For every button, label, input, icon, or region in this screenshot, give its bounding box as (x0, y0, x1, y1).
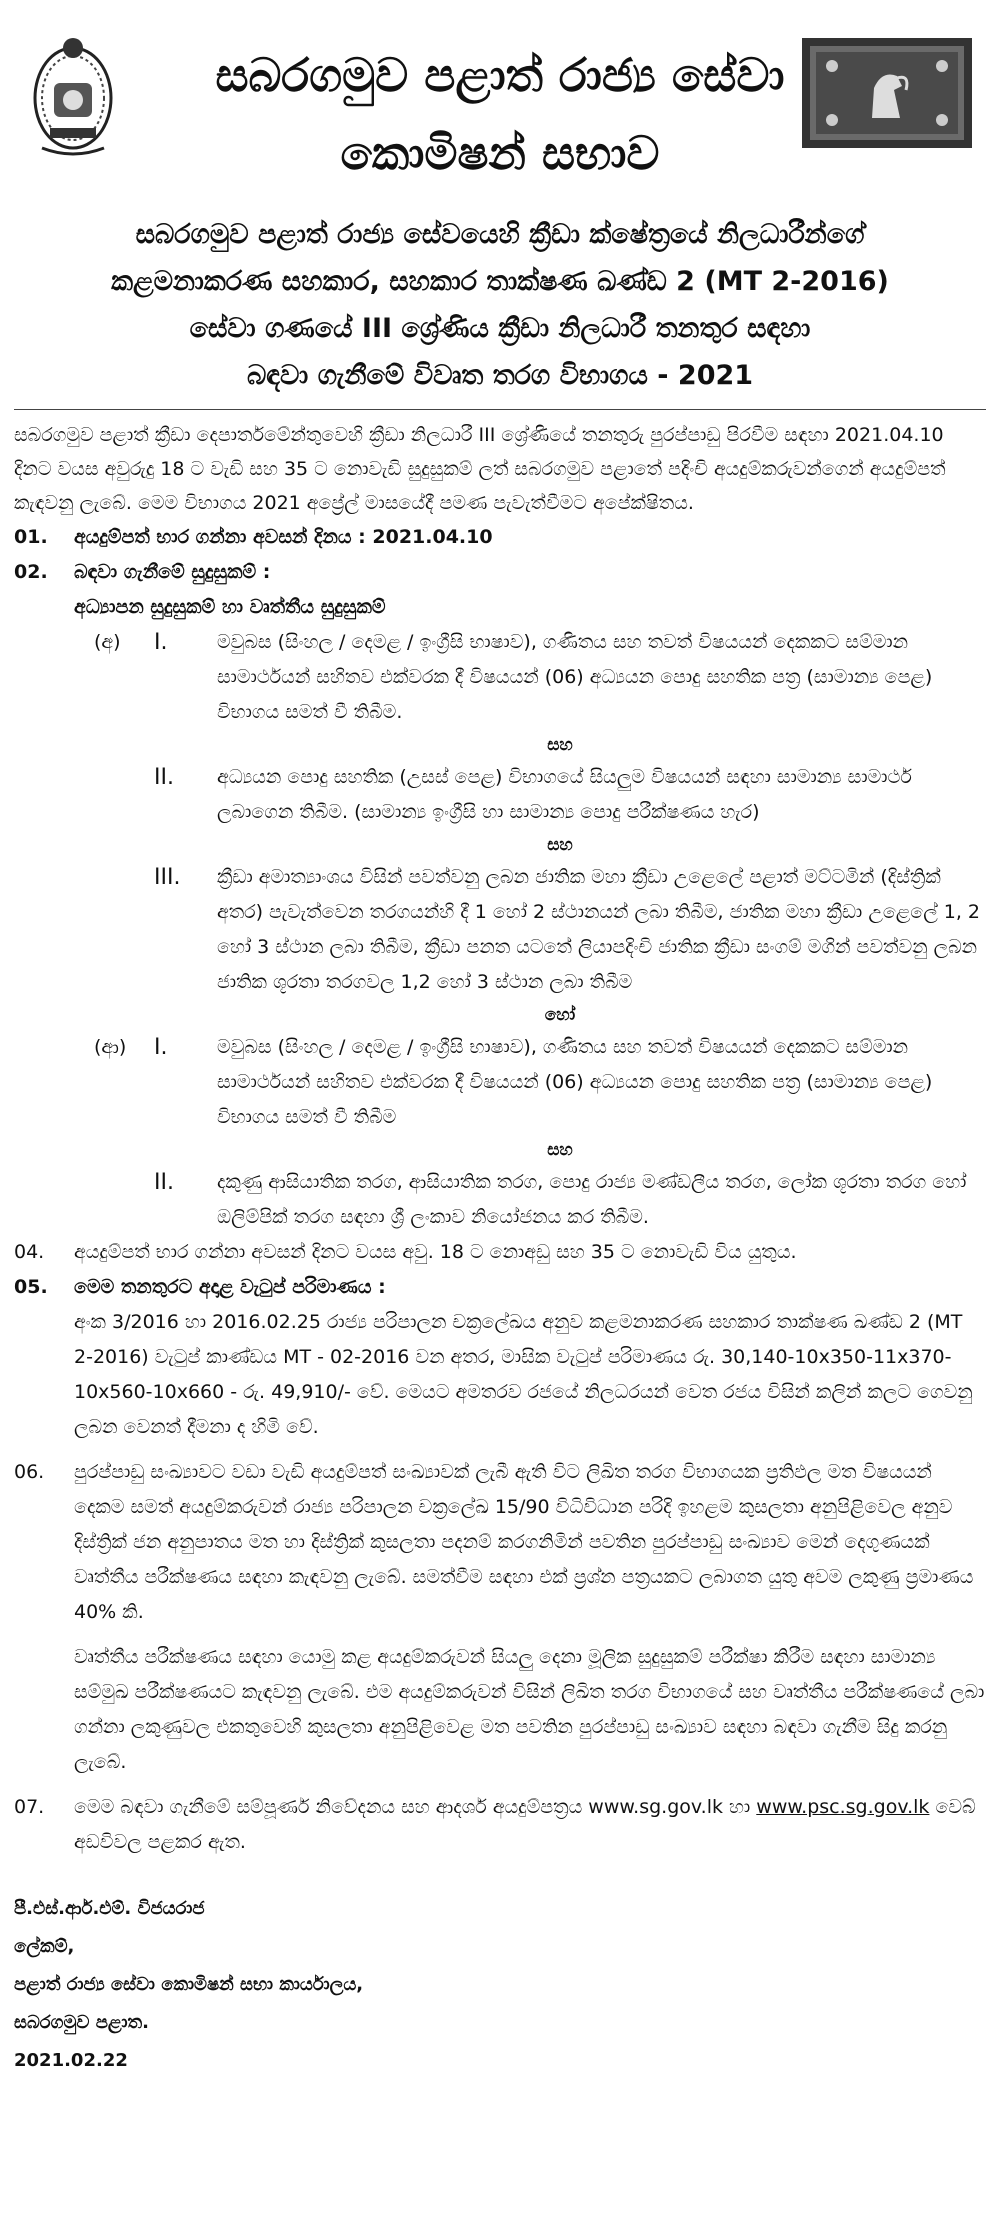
organization-name-line2: කොමිෂන් සභාව (340, 126, 660, 180)
website-notice-text: හා (722, 1796, 751, 1818)
roman-number: II. (154, 765, 174, 790)
section-number: 01. (14, 526, 48, 548)
conjunction: සහ (547, 735, 573, 755)
group-label: (ආ) (94, 1036, 127, 1058)
roman-number: I. (154, 1035, 168, 1060)
qualification-a-1 (94, 625, 986, 730)
website-notice (74, 1790, 986, 1860)
conjunction: හෝ (544, 1005, 576, 1025)
section-05 (14, 1270, 986, 1445)
roman-number: III. (154, 865, 181, 890)
section-06 (14, 1455, 986, 1780)
qualification-text: මවුබස (සිංහල / දෙමළ / ඉංග්‍රීසි භාෂාව), ගණිතය සහ තවත් විෂයයන් දෙකකට සම්මාන සාමාර්ථයන් සහිතව එක්වරක දී විෂයයන් (06) අධ්‍යයන පොදු සහතික පත්‍ර (සාමාන්‍ය පෙළ) විභාගය සමත් වී තිබීම. (217, 631, 933, 723)
website-link-psc[interactable]: www.psc.sg.gov.lk (756, 1796, 930, 1818)
age-limit: අයදුම්පත් භාර ගන්නා අවසන් දිනට වයස අවු. 18 ට නොඅඩු සහ 35 ට නොවැඩි විය යුතුය. (74, 1241, 797, 1263)
roman-number: I. (154, 630, 168, 655)
divider (14, 409, 986, 410)
signatory-role: ලේකම්, (14, 1936, 75, 1957)
title-line1: සබරගමුව පළාත් රාජ්‍ය සේවයෙහි ක්‍රීඩා ක්ෂේත්‍රයේ නිලධාරීන්ගේ (135, 219, 865, 250)
qualification-a-3 (94, 860, 986, 1000)
title-line4: බඳවා ගැනීමේ විවෘත තරග විභාගය - 2021 (246, 360, 754, 391)
section-01 (14, 520, 986, 555)
website-notice-text: වෙබ් අඩවිවල පළකර ඇත. (74, 1796, 976, 1853)
section-02 (14, 555, 986, 590)
qualification-subheading: අධ්‍යාපන සුදුසුකම් හා වෘත්තීය සුදුසුකම් (74, 596, 386, 618)
qualification-b-1 (94, 1030, 986, 1135)
website-link-sg[interactable]: www.sg.gov.lk (588, 1796, 723, 1818)
section-number: 06. (14, 1461, 45, 1483)
signatory-office: පළාත් රාජ්‍ය සේවා කොමිෂන් සභා කාර්යාලය, (14, 1974, 364, 1995)
selection-method-continued: වෘත්තීය පරීක්ෂණය සඳහා යොමු කළ අයදුම්කරුවන් සියලු දෙනා මූලික සුදුසුකම් පරීක්ෂා කිරීම සඳහා සාමාන්‍ය සම්මුඛ පරීක්ෂණයට කැඳවනු ලැබේ. එම අයදුම්කරුවන් විසින් ලිඛිත තරග විභාගයේ සහ වෘත්තීය පරීක්ෂණයේ ලබා ගන්නා ලකුණුවල එකතුවෙහි කුසලතා අනුපිළිවෙළ මත පවතින පුරප්පාඩු සංඛ්‍යාව සඳහා බඳවා ගැනීම සිදු කරනු ලැබේ. (74, 1646, 985, 1773)
section-number: 02. (14, 561, 48, 583)
qualification-text: මවුබස (සිංහල / දෙමළ / ඉංග්‍රීසි භාෂාව), ගණිතය සහ තවත් විෂයයන් දෙකකට සම්මාන සාමාර්ථයන් සහිතව එක්වරක දී විෂයයන් (06) අධ්‍යයන පොදු සහතික පත්‍ර (සාමාන්‍ය පෙළ) විභාගය සමත් වී තිබීම (217, 1036, 933, 1128)
closing-date: අයදුම්පත් භාර ගන්නා අවසන් දිනය : 2021.04.10 (74, 526, 493, 548)
title-line2: කළමනාකරණ සහකාර, සහකාර තාක්ෂණ ඛණ්ඩ 2 (MT 2-2016) (111, 266, 889, 297)
organization-name-line1: සබරගමුව පළාත් රාජ්‍ය සේවා (215, 48, 785, 102)
sabaragamuwa-provincial-flag-icon (802, 38, 972, 148)
group-label: (අ) (94, 631, 121, 653)
section-number: 07. (14, 1796, 45, 1818)
signatory-name: පී.එස්.ආර්.එම්. විජයරාජ (14, 1898, 205, 1919)
website-notice-text: මෙම බඳවා ගැනීමේ සම්පූර්ණ නිවේදනය සහ ආදර්ශ අයදුම්පත්‍රය (74, 1796, 589, 1818)
section-number: 05. (14, 1276, 48, 1298)
notice-date: 2021.02.22 (14, 2050, 128, 2071)
header (14, 8, 986, 203)
qualification-b-2 (94, 1165, 986, 1235)
salary-scale: අංක 3/2016 හා 2016.02.25 රාජ්‍ය පරිපාලන චක්‍රලේඛය අනුව කළමනාකරණ සහකාර තාක්ෂණ ඛණ්ඩ 2 (MT 2-2016) වැටුප් කාණ්ඩය MT - 02-2016 වන අතර, මාසික වැටුප් පරිමාණය රු. 30,140-10x350-11x370-10x560-10x660 - රු. 49,910/- වේ. මෙයට අමතරව රජයේ නිලධරයන් වෙත රජය විසින් කලින් කලට ගෙවනු ලබන වෙනත් දීමනා ද හිමි වේ. (74, 1311, 973, 1438)
section-number: 04. (14, 1241, 45, 1263)
qualification-text: දකුණු ආසියාතික තරග, ආසියාතික තරග, පොදු රාජ්‍ය මණ්ඩලීය තරග, ලෝක ශූරතා තරග හෝ ඔලිම්පික් තරග සඳහා ශ්‍රී ලංකාව නියෝජනය කර තිබීම. (217, 1171, 967, 1228)
qualification-text: ක්‍රීඩා අමාත්‍යාංශය විසින් පවත්වනු ලබන ජාතික මහා ක්‍රීඩා උළෙලේ පළාත් මට්ටමින් (දිස්ත්‍රික් අතර) පැවැත්වෙන තරගයන්හි දී 1 හෝ 2 ස්ථානයන් ලබා තිබීම, ජාතික මහා ක්‍රීඩා උළෙලේ 1, 2 හෝ 3 ස්ථාන ලබා තිබීම, ක්‍රීඩා පනත යටතේ ලියාපදිංචි ජාතික ක්‍රීඩා සංගම් මගින් පවත්වනු ලබන ජාතික ශූරතා තරගවල 1,2 හෝ 3 ස්ථාන ලබා තිබීම (217, 866, 981, 993)
signature-block (14, 1890, 986, 2080)
intro-paragraph: සබරගමුව පළාත් ක්‍රීඩා දෙපාර්තමේන්තුවෙහි ක්‍රීඩා නිලධාරී III ශ්‍රේණියේ තනතුරු පුරප්පාඩු පිරවීම සඳහා 2021.04.10 දිනට වයස අවුරුදු 18 ට වැඩි සහ 35 ට නොවැඩි සුදුසුකම් ලත් සබරගමුව පළාතේ පදිංචි අයදුම්කරුවන්ගෙන් අයදුම්පත් කැඳවනු ලැබේ. මෙම විභාගය 2021 අප්‍රේල් මාසයේදී පමණ පැවැත්වීමට අපේක්ෂිතය. (14, 424, 946, 514)
qualification-a-2 (94, 760, 986, 830)
selection-method: පුරප්පාඩු සංඛ්‍යාවට වඩා වැඩි අයදුම්පත් සංඛ්‍යාවක් ලැබී ඇති විට ලිඛිත තරග විභාගයක ප්‍රතිඵල මත විෂයයන් දෙකම සමත් අයදුම්කරුවන් රාජ්‍ය පරිපාලන චක්‍රලේඛ 15/90 විධිවිධාන පරිදි ඉහළම කුසලතා අනුපිළිවෙල අනුව දිස්ත්‍රික් ජන අනුපාතය මත හා දිස්ත්‍රික් කුසලතා පදනම් කරගනිමින් පවතින පුරප්පාඩු සංඛ්‍යාව මෙන් දෙගුණයක් වෘත්තීය පරීක්ෂණය සඳහා කැඳවනු ලැබේ. සමත්වීම සඳහා එක් ප්‍රශ්න පත්‍රයකට ලබාගත යුතු අවම ලකුණු ප්‍රමාණය 40% කි. (74, 1461, 974, 1623)
qualification-text: අධ්‍යයන පොදු සහතික (උසස් පෙළ) විභාගයේ සියලුම විෂයයන් සඳහා සාමාන්‍ය සාමාර්ථ ලබාගෙන තිබීම. (සාමාන්‍ය ඉංග්‍රීසි හා සාමාන්‍ය පොදු පරීක්ෂණය හැර) (217, 766, 912, 823)
roman-number: II. (154, 1170, 174, 1195)
section-heading: බඳවා ගැනීමේ සුදුසුකම් : (74, 561, 271, 583)
conjunction: සහ (547, 835, 573, 855)
section-04 (14, 1235, 986, 1270)
conjunction: සහ (547, 1140, 573, 1160)
section-heading: මෙම තනතුරට අදාළ වැටුප් පරිමාණය : (74, 1276, 386, 1298)
section-07 (14, 1790, 986, 1860)
notice-document (14, 8, 986, 2206)
notice-title (14, 211, 986, 399)
title-line3: සේවා ගණයේ III ශ්‍රේණිය ක්‍රීඩා නිලධාරී තනතුර සඳහා (189, 313, 811, 344)
signatory-place: සබරගමුව පළාත. (14, 2012, 149, 2033)
